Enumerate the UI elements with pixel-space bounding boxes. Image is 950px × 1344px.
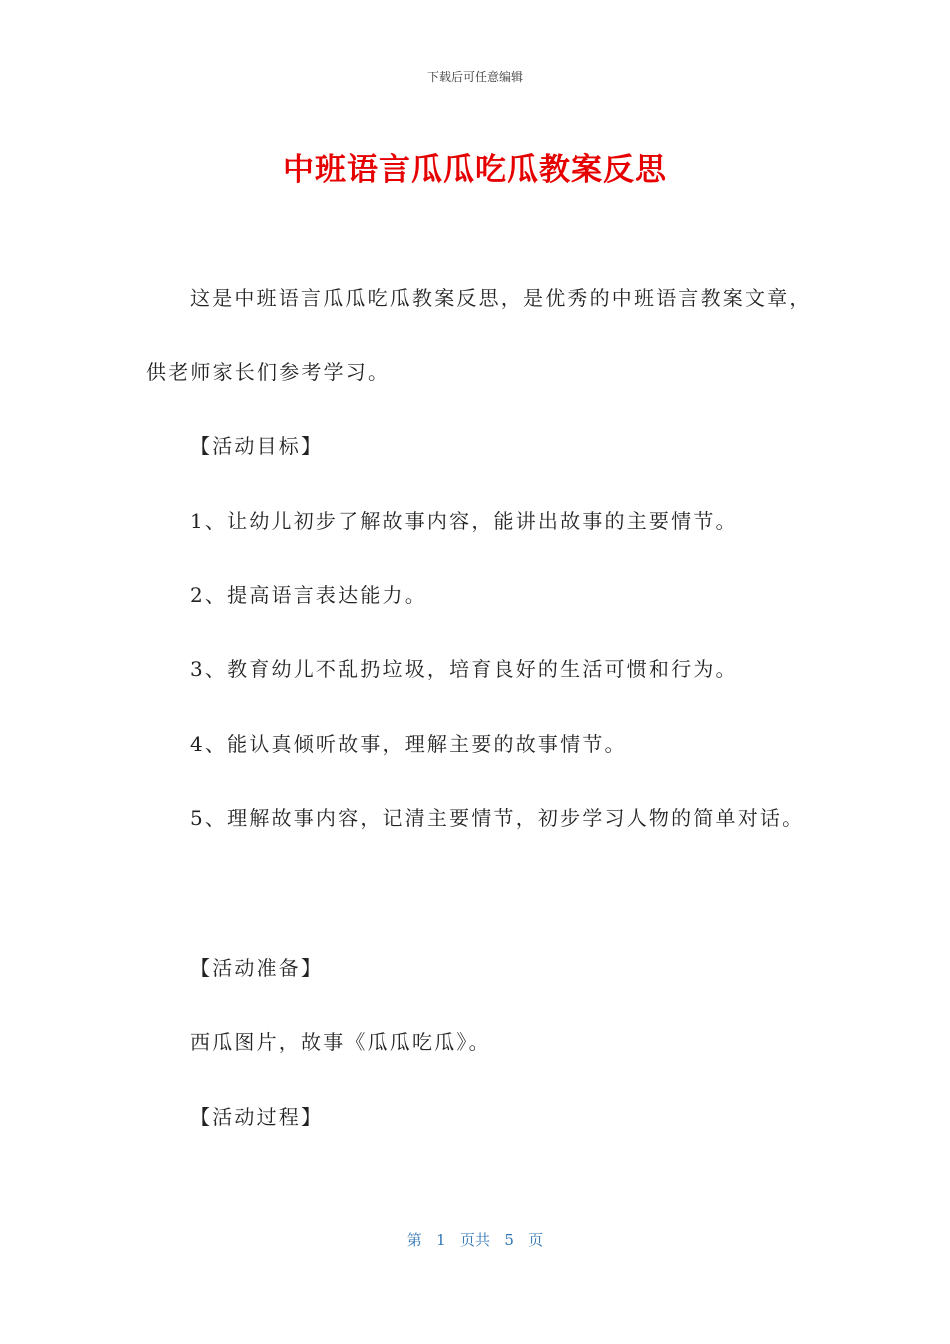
footer-page-prefix: 第 bbox=[406, 1231, 422, 1249]
goal-item-1: 1、让幼儿初步了解故事内容，能讲出故事的主要情节。 bbox=[190, 509, 738, 533]
footer-page-total: 5 bbox=[504, 1231, 514, 1249]
section-heading-prep: 【活动准备】 bbox=[190, 956, 324, 980]
footer-page-current: 1 bbox=[436, 1231, 446, 1249]
goal-item-4: 4、能认真倾听故事，理解主要的故事情节。 bbox=[190, 732, 627, 756]
section-heading-process: 【活动过程】 bbox=[190, 1105, 324, 1129]
goal-item-3: 3、教育幼儿不乱扔垃圾，培育良好的生活可惯和行为。 bbox=[190, 657, 738, 681]
footer-page-suffix: 页 bbox=[528, 1231, 544, 1249]
prep-text: 西瓜图片，故事《瓜瓜吃瓜》。 bbox=[190, 1030, 491, 1054]
goal-item-5: 5、理解故事内容，记清主要情节，初步学习人物的简单对话。 bbox=[190, 806, 805, 830]
intro-line-2: 供老师家长们参考学习。 bbox=[146, 360, 391, 384]
section-heading-goals: 【活动目标】 bbox=[190, 434, 324, 458]
intro-line-1: 这是中班语言瓜瓜吃瓜教案反思，是优秀的中班语言教案文章， bbox=[190, 286, 812, 310]
goal-item-2: 2、提高语言表达能力。 bbox=[190, 583, 427, 607]
footer-page-mid: 页共 bbox=[459, 1231, 490, 1249]
page-footer bbox=[0, 1229, 950, 1250]
header-note: 下载后可任意编辑 bbox=[426, 70, 523, 84]
document-title: 中班语言瓜瓜吃瓜教案反思 bbox=[283, 152, 667, 188]
